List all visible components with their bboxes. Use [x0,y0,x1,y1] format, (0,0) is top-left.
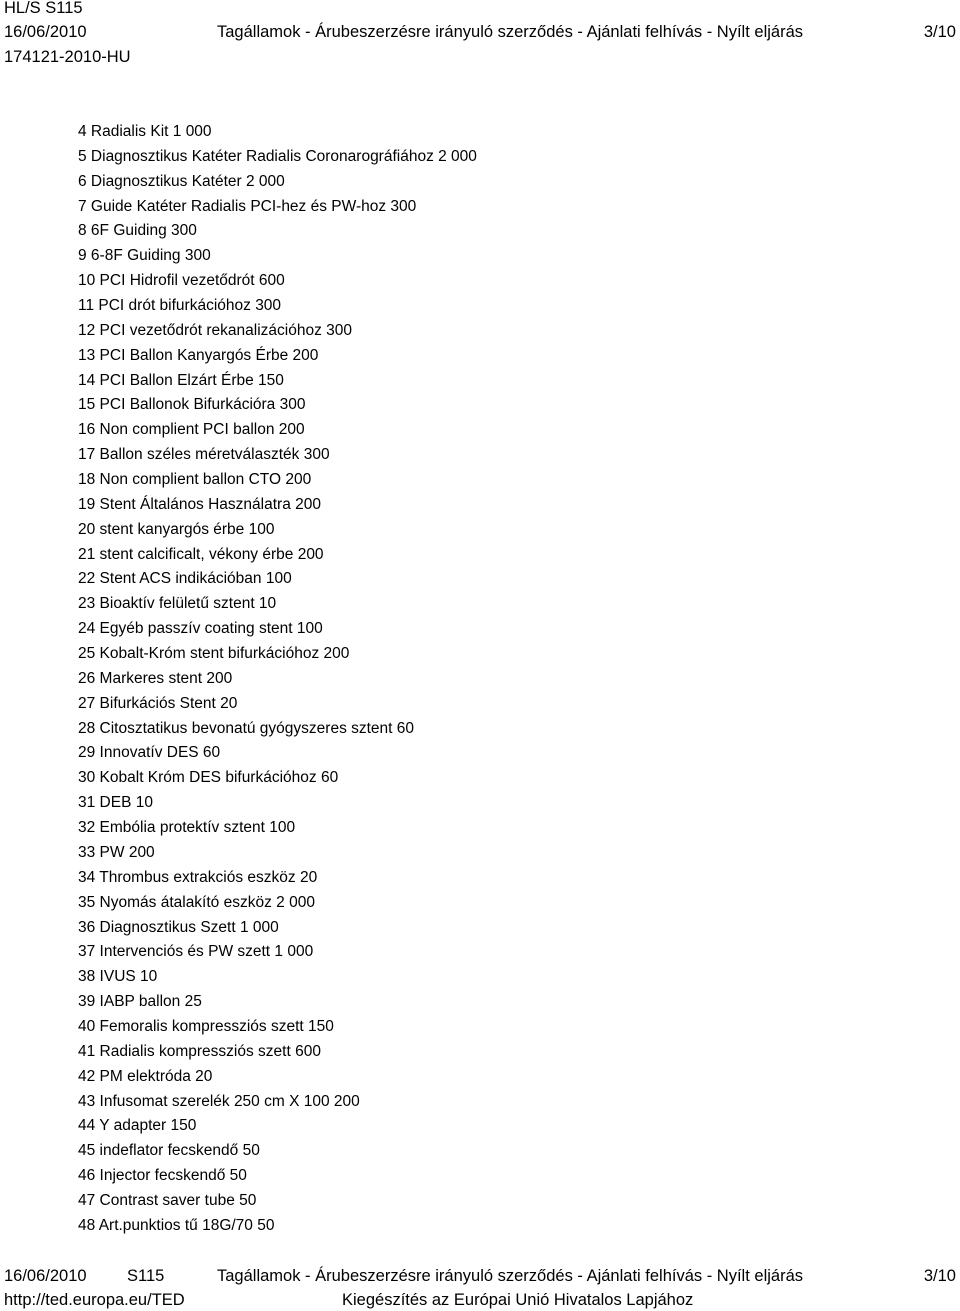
list-item: 16 Non complient PCI ballon 200 [78,421,305,439]
list-item: 22 Stent ACS indikációban 100 [78,570,292,588]
list-item: 13 PCI Ballon Kanyargós Érbe 200 [78,346,319,364]
list-item: 37 Intervenciós és PW szett 1 000 [78,943,314,961]
header-date: 16/06/2010 [4,23,87,41]
list-item: 17 Ballon széles méretválaszték 300 [78,446,330,464]
item-list [78,120,477,1239]
footer-supplement: Kiegészítés az Európai Unió Hivatalos Lapjához [342,1291,694,1309]
list-item: 48 Art.punktios tű 18G/70 50 [78,1216,275,1234]
list-item: 35 Nyomás átalakító eszköz 2 000 [78,893,315,911]
list-item: 24 Egyéb passzív coating stent 100 [78,620,323,638]
list-item: 12 PCI vezetődrót rekanalizációhoz 300 [78,321,352,339]
list-item: 28 Citosztatikus bevonatú gyógyszeres sztent 60 [78,719,415,737]
list-item: 34 Thrombus extrakciós eszköz 20 [78,868,318,886]
list-item: 27 Bifurkációs Stent 20 [78,694,238,712]
list-item: 41 Radialis kompressziós szett 600 [78,1042,321,1060]
list-item: 5 Diagnosztikus Katéter Radialis Coronarográfiához 2 000 [78,147,477,165]
list-item: 8 6F Guiding 300 [78,222,197,240]
list-item: 14 PCI Ballon Elzárt Érbe 150 [78,371,284,389]
footer-page-number: 3/10 [923,1267,956,1285]
list-item: 39 IABP ballon 25 [78,993,202,1011]
footer-series: S115 [127,1267,165,1285]
list-item: 40 Femoralis kompressziós szett 150 [78,1017,334,1035]
list-item: 44 Y adapter 150 [78,1117,197,1135]
list-item: 31 DEB 10 [78,794,153,812]
list-item: 20 stent kanyargós érbe 100 [78,520,275,538]
list-item: 26 Markeres stent 200 [78,669,233,687]
list-item: 33 PW 200 [78,843,155,861]
list-item: 23 Bioaktív felületű sztent 10 [78,595,277,613]
list-item: 21 stent calcificalt, vékony érbe 200 [78,545,324,563]
header-doc-id: 174121-2010-HU [4,48,131,66]
list-item: 36 Diagnosztikus Szett 1 000 [78,918,279,936]
list-item: 29 Innovatív DES 60 [78,744,221,762]
list-item: 11 PCI drót bifurkációhoz 300 [78,297,282,315]
list-item: 43 Infusomat szerelék 250 cm X 100 200 [78,1092,360,1110]
list-item: 30 Kobalt Króm DES bifurkációhoz 60 [78,769,339,787]
list-item: 4 Radialis Kit 1 000 [78,123,212,140]
list-item: 19 Stent Általános Használatra 200 [78,495,321,513]
header-series: HL/S S115 [4,0,83,17]
list-item: 46 Injector fecskendő 50 [78,1167,247,1185]
list-item: 32 Embólia protektív sztent 100 [78,819,296,837]
list-item: 45 indeflator fecskendő 50 [78,1142,260,1160]
list-item: 25 Kobalt-Króm stent bifurkációhoz 200 [78,645,350,663]
list-item: 47 Contrast saver tube 50 [78,1191,257,1209]
header-title: Tagállamok - Árubeszerzésre irányuló szerződés - Ajánlati felhívás - Nyílt eljárás [217,23,803,41]
list-item: 6 Diagnosztikus Katéter 2 000 [78,172,285,190]
list-item: 18 Non complient ballon CTO 200 [78,471,312,489]
footer-date: 16/06/2010 [4,1267,87,1285]
list-item: 10 PCI Hidrofil vezetődrót 600 [78,272,285,290]
footer-url-link[interactable]: http://ted.europa.eu/TED [4,1291,185,1309]
list-item: 9 6-8F Guiding 300 [78,247,211,265]
list-item: 42 PM elektróda 20 [78,1067,213,1085]
list-item: 15 PCI Ballonok Bifurkációra 300 [78,396,306,414]
list-item: 7 Guide Katéter Radialis PCI-hez és PW-hoz 300 [78,197,417,215]
list-item: 38 IVUS 10 [78,968,158,986]
footer-title: Tagállamok - Árubeszerzésre irányuló szerződés - Ajánlati felhívás - Nyílt eljárás [217,1267,803,1285]
header-page-number: 3/10 [923,23,956,41]
